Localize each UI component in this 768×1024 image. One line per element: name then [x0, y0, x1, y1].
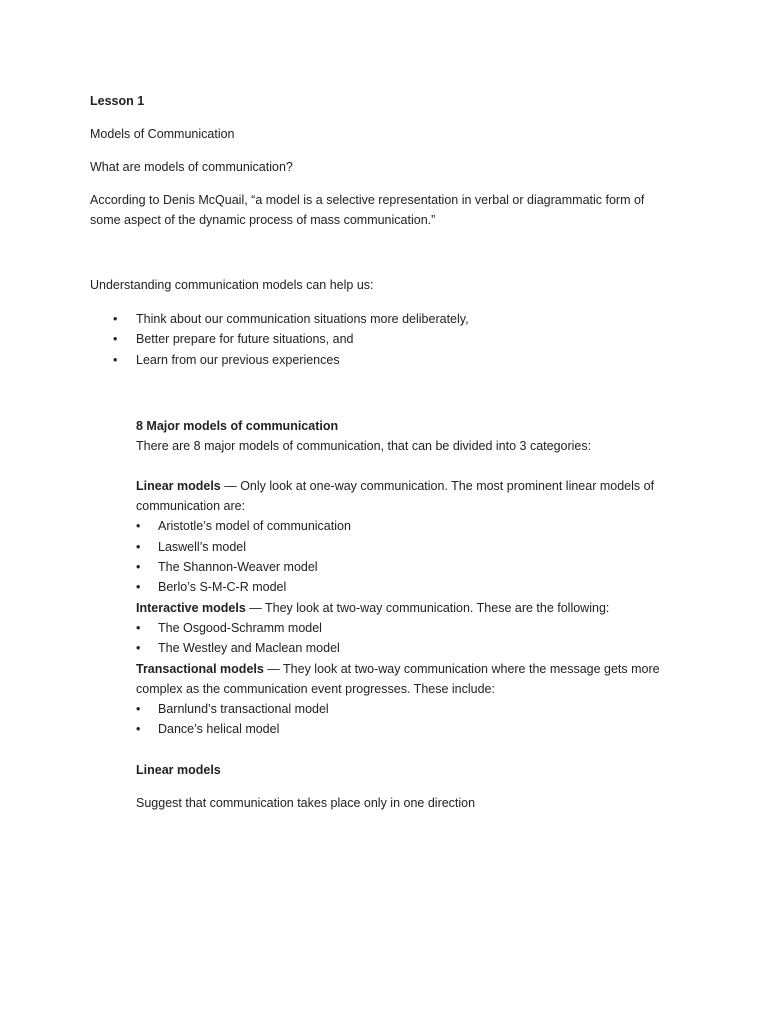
- list-item: Aristotle’s model of communication: [158, 519, 351, 533]
- lesson-title: Lesson 1: [90, 94, 145, 108]
- list-item: Learn from our previous experiences: [136, 353, 340, 367]
- list-item: Laswell’s model: [158, 540, 247, 554]
- major-models-intro: There are 8 major models of communication, that can be divided into 3 categories:: [136, 439, 592, 453]
- linear-models-heading: Linear models: [136, 763, 221, 777]
- list-item: The Osgood-Schramm model: [158, 621, 322, 635]
- bullet-icon: •: [136, 580, 141, 594]
- category-interactive-line: [136, 601, 609, 615]
- category-name: Interactive models: [136, 601, 246, 615]
- list-item: Think about our communication situations more deliberately,: [136, 312, 469, 326]
- list-item: Better prepare for future situations, and: [136, 332, 354, 346]
- major-models-heading: 8 Major models of communication: [136, 419, 339, 433]
- bullet-icon: •: [136, 702, 141, 716]
- question-text: What are models of communication?: [90, 160, 293, 174]
- bullet-icon: •: [136, 641, 141, 655]
- bullet-icon: •: [136, 621, 141, 635]
- bullet-icon: •: [136, 722, 141, 736]
- definition-paragraph: According to Denis McQuail, “a model is a selective representation in verbal or diagrammatic form of some aspect of the dynamic process of mass communication.”: [90, 193, 645, 227]
- list-item: The Westley and Maclean model: [158, 641, 340, 655]
- category-linear-line: [136, 479, 654, 493]
- category-transactional-line: [136, 662, 660, 676]
- linear-models-description: Suggest that communication takes place only in one direction: [136, 796, 476, 810]
- list-item: Dance’s helical model: [158, 722, 280, 736]
- list-item: The Shannon-Weaver model: [158, 560, 318, 574]
- bullet-icon: •: [113, 312, 118, 326]
- bullet-icon: •: [136, 519, 141, 533]
- list-item: Barnlund’s transactional model: [158, 702, 329, 716]
- bullet-icon: •: [136, 560, 141, 574]
- category-description: — Only look at one-way communication. The most prominent linear models of: [220, 479, 655, 493]
- bullet-icon: •: [136, 540, 141, 554]
- topic-heading: Models of Communication: [90, 127, 235, 141]
- category-name: Linear models: [136, 479, 221, 493]
- list-item: Berlo’s S-M-C-R model: [158, 580, 287, 594]
- bullet-icon: •: [113, 332, 118, 346]
- category-description: — They look at two-way communication. These are the following:: [245, 601, 610, 615]
- category-linear-line2: communication are:: [136, 499, 246, 513]
- category-name: Transactional models: [136, 662, 264, 676]
- category-transactional-line2: complex as the communication event progresses. These include:: [136, 682, 495, 696]
- bullet-icon: •: [113, 353, 118, 367]
- category-description: — They look at two-way communication where the message gets more: [263, 662, 660, 676]
- understanding-intro: Understanding communication models can help us:: [90, 278, 374, 292]
